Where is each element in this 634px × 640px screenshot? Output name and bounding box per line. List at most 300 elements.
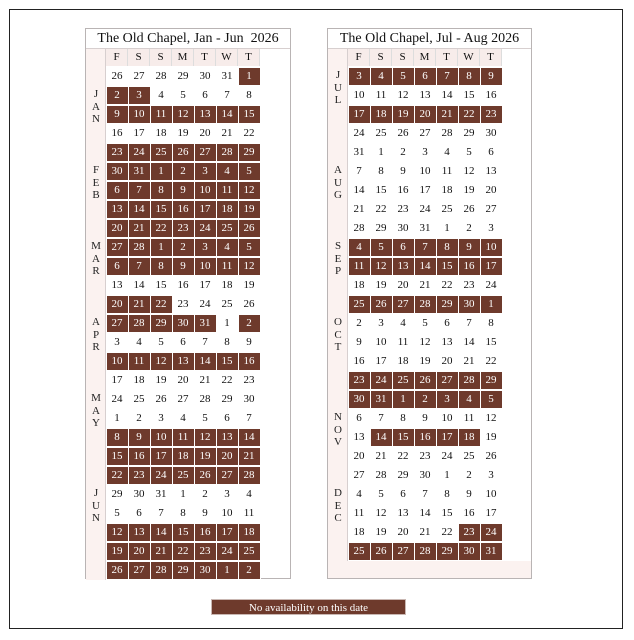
date-cell-unavailable[interactable]: 30 bbox=[173, 315, 194, 332]
date-cell-unavailable[interactable]: 25 bbox=[151, 144, 172, 161]
date-cell-unavailable[interactable]: 2 bbox=[415, 391, 436, 408]
date-cell-unavailable[interactable]: 5 bbox=[239, 163, 260, 180]
date-cell-unavailable[interactable]: 17 bbox=[481, 258, 502, 275]
date-cell-available[interactable]: 18 bbox=[217, 277, 238, 294]
date-cell-unavailable[interactable]: 4 bbox=[217, 163, 238, 180]
date-cell-unavailable[interactable]: 6 bbox=[107, 258, 128, 275]
date-cell-unavailable[interactable]: 3 bbox=[129, 87, 150, 104]
date-cell-available[interactable]: 22 bbox=[437, 524, 458, 541]
date-cell-available[interactable]: 23 bbox=[173, 296, 194, 313]
date-cell-unavailable[interactable]: 5 bbox=[393, 68, 414, 85]
date-cell-available[interactable]: 18 bbox=[393, 353, 414, 370]
date-cell-available[interactable]: 28 bbox=[195, 391, 216, 408]
date-cell-unavailable[interactable]: 3 bbox=[195, 163, 216, 180]
date-cell-unavailable[interactable]: 17 bbox=[217, 524, 238, 541]
date-cell-unavailable[interactable]: 9 bbox=[481, 68, 502, 85]
date-cell-unavailable[interactable]: 21 bbox=[129, 296, 150, 313]
date-cell-available[interactable]: 8 bbox=[371, 163, 392, 180]
date-cell-unavailable[interactable]: 12 bbox=[239, 182, 260, 199]
date-cell-unavailable[interactable]: 20 bbox=[415, 106, 436, 123]
date-cell-available[interactable]: 19 bbox=[415, 353, 436, 370]
date-cell-unavailable[interactable]: 28 bbox=[415, 296, 436, 313]
date-cell-unavailable[interactable]: 23 bbox=[349, 372, 370, 389]
date-cell-available[interactable]: 13 bbox=[481, 163, 502, 180]
date-cell-unavailable[interactable]: 28 bbox=[217, 144, 238, 161]
date-cell-available[interactable]: 6 bbox=[129, 505, 150, 522]
date-cell-unavailable[interactable]: 17 bbox=[151, 448, 172, 465]
date-cell-unavailable[interactable]: 12 bbox=[195, 429, 216, 446]
date-cell-available[interactable]: 14 bbox=[129, 277, 150, 294]
date-cell-unavailable[interactable]: 16 bbox=[129, 448, 150, 465]
date-cell-available[interactable]: 10 bbox=[415, 163, 436, 180]
date-cell-available[interactable]: 27 bbox=[349, 467, 370, 484]
date-cell-available[interactable]: 24 bbox=[107, 391, 128, 408]
date-cell-available[interactable]: 20 bbox=[393, 277, 414, 294]
date-cell-unavailable[interactable]: 24 bbox=[151, 467, 172, 484]
date-cell-available[interactable]: 31 bbox=[217, 68, 238, 85]
date-cell-available[interactable]: 14 bbox=[415, 505, 436, 522]
date-cell-unavailable[interactable]: 15 bbox=[393, 429, 414, 446]
date-cell-unavailable[interactable]: 23 bbox=[195, 543, 216, 560]
date-cell-available[interactable]: 15 bbox=[459, 87, 480, 104]
date-cell-available[interactable]: 1 bbox=[173, 486, 194, 503]
date-cell-unavailable[interactable]: 18 bbox=[239, 524, 260, 541]
date-cell-available[interactable]: 16 bbox=[349, 353, 370, 370]
date-cell-available[interactable]: 10 bbox=[217, 505, 238, 522]
date-cell-unavailable[interactable]: 22 bbox=[107, 467, 128, 484]
date-cell-available[interactable]: 1 bbox=[437, 220, 458, 237]
date-cell-unavailable[interactable]: 20 bbox=[129, 543, 150, 560]
date-cell-unavailable[interactable]: 14 bbox=[239, 429, 260, 446]
date-cell-available[interactable]: 7 bbox=[151, 505, 172, 522]
date-cell-available[interactable]: 15 bbox=[437, 505, 458, 522]
date-cell-unavailable[interactable]: 28 bbox=[459, 372, 480, 389]
date-cell-unavailable[interactable]: 9 bbox=[129, 429, 150, 446]
date-cell-available[interactable]: 20 bbox=[481, 182, 502, 199]
date-cell-available[interactable]: 20 bbox=[393, 524, 414, 541]
date-cell-unavailable[interactable]: 13 bbox=[107, 201, 128, 218]
date-cell-available[interactable]: 7 bbox=[195, 334, 216, 351]
date-cell-available[interactable]: 20 bbox=[349, 448, 370, 465]
date-cell-available[interactable]: 19 bbox=[371, 524, 392, 541]
date-cell-available[interactable]: 8 bbox=[217, 334, 238, 351]
date-cell-available[interactable]: 6 bbox=[217, 410, 238, 427]
date-cell-available[interactable]: 23 bbox=[415, 448, 436, 465]
date-cell-available[interactable]: 5 bbox=[151, 334, 172, 351]
date-cell-unavailable[interactable]: 14 bbox=[217, 106, 238, 123]
date-cell-unavailable[interactable]: 20 bbox=[107, 296, 128, 313]
date-cell-available[interactable]: 31 bbox=[415, 220, 436, 237]
date-cell-available[interactable]: 19 bbox=[459, 182, 480, 199]
date-cell-available[interactable]: 8 bbox=[239, 87, 260, 104]
date-cell-unavailable[interactable]: 24 bbox=[195, 220, 216, 237]
date-cell-unavailable[interactable]: 25 bbox=[349, 296, 370, 313]
date-cell-available[interactable]: 7 bbox=[371, 410, 392, 427]
date-cell-unavailable[interactable]: 24 bbox=[371, 372, 392, 389]
date-cell-unavailable[interactable]: 1 bbox=[217, 562, 238, 579]
date-cell-unavailable[interactable]: 19 bbox=[107, 543, 128, 560]
date-cell-available[interactable]: 21 bbox=[459, 353, 480, 370]
date-cell-available[interactable]: 3 bbox=[415, 144, 436, 161]
date-cell-unavailable[interactable]: 24 bbox=[481, 524, 502, 541]
date-cell-unavailable[interactable]: 23 bbox=[129, 467, 150, 484]
date-cell-available[interactable]: 6 bbox=[393, 486, 414, 503]
date-cell-available[interactable]: 7 bbox=[459, 315, 480, 332]
date-cell-available[interactable]: 3 bbox=[151, 410, 172, 427]
date-cell-available[interactable]: 21 bbox=[371, 448, 392, 465]
date-cell-unavailable[interactable]: 11 bbox=[151, 106, 172, 123]
date-cell-available[interactable]: 29 bbox=[393, 467, 414, 484]
date-cell-available[interactable]: 23 bbox=[239, 372, 260, 389]
date-cell-available[interactable]: 4 bbox=[393, 315, 414, 332]
date-cell-unavailable[interactable]: 31 bbox=[481, 543, 502, 560]
date-cell-unavailable[interactable]: 31 bbox=[129, 163, 150, 180]
date-cell-unavailable[interactable]: 13 bbox=[195, 106, 216, 123]
date-cell-unavailable[interactable]: 4 bbox=[459, 391, 480, 408]
date-cell-available[interactable]: 30 bbox=[481, 125, 502, 142]
date-cell-unavailable[interactable]: 23 bbox=[173, 220, 194, 237]
date-cell-unavailable[interactable]: 17 bbox=[195, 201, 216, 218]
date-cell-available[interactable]: 14 bbox=[349, 182, 370, 199]
date-cell-unavailable[interactable]: 11 bbox=[129, 353, 150, 370]
date-cell-unavailable[interactable]: 18 bbox=[371, 106, 392, 123]
date-cell-unavailable[interactable]: 10 bbox=[129, 106, 150, 123]
date-cell-available[interactable]: 16 bbox=[481, 87, 502, 104]
date-cell-unavailable[interactable]: 25 bbox=[393, 372, 414, 389]
date-cell-available[interactable]: 10 bbox=[481, 486, 502, 503]
date-cell-available[interactable]: 7 bbox=[217, 87, 238, 104]
date-cell-unavailable[interactable]: 29 bbox=[481, 372, 502, 389]
date-cell-available[interactable]: 30 bbox=[415, 467, 436, 484]
date-cell-available[interactable]: 9 bbox=[393, 163, 414, 180]
date-cell-available[interactable]: 25 bbox=[437, 201, 458, 218]
date-cell-unavailable[interactable]: 13 bbox=[129, 524, 150, 541]
date-cell-unavailable[interactable]: 1 bbox=[239, 68, 260, 85]
date-cell-unavailable[interactable]: 4 bbox=[349, 239, 370, 256]
date-cell-available[interactable]: 4 bbox=[239, 486, 260, 503]
date-cell-unavailable[interactable]: 7 bbox=[415, 239, 436, 256]
date-cell-available[interactable]: 17 bbox=[415, 182, 436, 199]
date-cell-unavailable[interactable]: 21 bbox=[129, 220, 150, 237]
date-cell-available[interactable]: 18 bbox=[151, 125, 172, 142]
date-cell-unavailable[interactable]: 2 bbox=[239, 562, 260, 579]
date-cell-available[interactable]: 22 bbox=[371, 201, 392, 218]
date-cell-unavailable[interactable]: 5 bbox=[371, 239, 392, 256]
date-cell-available[interactable]: 25 bbox=[129, 391, 150, 408]
date-cell-unavailable[interactable]: 12 bbox=[173, 106, 194, 123]
date-cell-available[interactable]: 4 bbox=[173, 410, 194, 427]
date-cell-unavailable[interactable]: 30 bbox=[459, 543, 480, 560]
date-cell-unavailable[interactable]: 14 bbox=[129, 201, 150, 218]
date-cell-unavailable[interactable]: 6 bbox=[393, 239, 414, 256]
date-cell-unavailable[interactable]: 12 bbox=[151, 353, 172, 370]
date-cell-available[interactable]: 19 bbox=[239, 277, 260, 294]
date-cell-available[interactable]: 30 bbox=[195, 68, 216, 85]
date-cell-unavailable[interactable]: 15 bbox=[107, 448, 128, 465]
date-cell-available[interactable]: 2 bbox=[129, 410, 150, 427]
date-cell-unavailable[interactable]: 28 bbox=[151, 562, 172, 579]
date-cell-unavailable[interactable]: 26 bbox=[107, 562, 128, 579]
date-cell-unavailable[interactable]: 11 bbox=[173, 429, 194, 446]
date-cell-available[interactable]: 8 bbox=[393, 410, 414, 427]
date-cell-unavailable[interactable]: 27 bbox=[217, 467, 238, 484]
date-cell-available[interactable]: 26 bbox=[393, 125, 414, 142]
date-cell-available[interactable]: 5 bbox=[371, 486, 392, 503]
date-cell-available[interactable]: 26 bbox=[239, 296, 260, 313]
date-cell-unavailable[interactable]: 27 bbox=[107, 239, 128, 256]
date-cell-available[interactable]: 29 bbox=[173, 68, 194, 85]
date-cell-unavailable[interactable]: 30 bbox=[107, 163, 128, 180]
date-cell-unavailable[interactable]: 10 bbox=[151, 429, 172, 446]
date-cell-available[interactable]: 11 bbox=[437, 163, 458, 180]
date-cell-available[interactable]: 11 bbox=[349, 505, 370, 522]
date-cell-available[interactable]: 19 bbox=[151, 372, 172, 389]
date-cell-unavailable[interactable]: 5 bbox=[239, 239, 260, 256]
date-cell-available[interactable]: 12 bbox=[393, 87, 414, 104]
date-cell-available[interactable]: 31 bbox=[151, 486, 172, 503]
date-cell-unavailable[interactable]: 4 bbox=[217, 239, 238, 256]
date-cell-unavailable[interactable]: 27 bbox=[393, 296, 414, 313]
date-cell-unavailable[interactable]: 15 bbox=[239, 106, 260, 123]
date-cell-available[interactable]: 13 bbox=[393, 505, 414, 522]
date-cell-available[interactable]: 27 bbox=[481, 201, 502, 218]
date-cell-available[interactable]: 8 bbox=[437, 486, 458, 503]
date-cell-unavailable[interactable]: 28 bbox=[129, 315, 150, 332]
date-cell-available[interactable]: 25 bbox=[217, 296, 238, 313]
date-cell-available[interactable]: 9 bbox=[195, 505, 216, 522]
date-cell-unavailable[interactable]: 17 bbox=[437, 429, 458, 446]
date-cell-unavailable[interactable]: 3 bbox=[437, 391, 458, 408]
date-cell-available[interactable]: 13 bbox=[107, 277, 128, 294]
date-cell-unavailable[interactable]: 8 bbox=[151, 258, 172, 275]
date-cell-unavailable[interactable]: 15 bbox=[151, 201, 172, 218]
date-cell-available[interactable]: 6 bbox=[437, 315, 458, 332]
date-cell-unavailable[interactable]: 24 bbox=[129, 144, 150, 161]
date-cell-available[interactable]: 5 bbox=[415, 315, 436, 332]
date-cell-available[interactable]: 26 bbox=[107, 68, 128, 85]
date-cell-available[interactable]: 5 bbox=[107, 505, 128, 522]
date-cell-available[interactable]: 4 bbox=[437, 144, 458, 161]
date-cell-available[interactable]: 14 bbox=[459, 334, 480, 351]
date-cell-available[interactable]: 22 bbox=[437, 277, 458, 294]
date-cell-available[interactable]: 18 bbox=[437, 182, 458, 199]
date-cell-available[interactable]: 3 bbox=[481, 220, 502, 237]
date-cell-available[interactable]: 17 bbox=[129, 125, 150, 142]
date-cell-unavailable[interactable]: 18 bbox=[217, 201, 238, 218]
date-cell-available[interactable]: 14 bbox=[437, 87, 458, 104]
date-cell-unavailable[interactable]: 13 bbox=[217, 429, 238, 446]
date-cell-available[interactable]: 21 bbox=[217, 125, 238, 142]
date-cell-unavailable[interactable]: 14 bbox=[151, 524, 172, 541]
date-cell-available[interactable]: 1 bbox=[107, 410, 128, 427]
date-cell-unavailable[interactable]: 27 bbox=[393, 543, 414, 560]
date-cell-available[interactable]: 21 bbox=[195, 372, 216, 389]
date-cell-unavailable[interactable]: 25 bbox=[217, 220, 238, 237]
date-cell-available[interactable]: 9 bbox=[349, 334, 370, 351]
date-cell-available[interactable]: 23 bbox=[393, 201, 414, 218]
date-cell-unavailable[interactable]: 29 bbox=[173, 562, 194, 579]
date-cell-available[interactable]: 8 bbox=[173, 505, 194, 522]
date-cell-available[interactable]: 20 bbox=[195, 125, 216, 142]
date-cell-available[interactable]: 24 bbox=[437, 448, 458, 465]
date-cell-available[interactable]: 22 bbox=[239, 125, 260, 142]
date-cell-available[interactable]: 24 bbox=[195, 296, 216, 313]
date-cell-unavailable[interactable]: 28 bbox=[415, 543, 436, 560]
date-cell-unavailable[interactable]: 8 bbox=[459, 68, 480, 85]
date-cell-unavailable[interactable]: 8 bbox=[437, 239, 458, 256]
date-cell-available[interactable]: 26 bbox=[151, 391, 172, 408]
date-cell-unavailable[interactable]: 11 bbox=[217, 182, 238, 199]
date-cell-unavailable[interactable]: 15 bbox=[173, 524, 194, 541]
date-cell-unavailable[interactable]: 20 bbox=[217, 448, 238, 465]
date-cell-available[interactable]: 18 bbox=[129, 372, 150, 389]
date-cell-unavailable[interactable]: 25 bbox=[239, 543, 260, 560]
date-cell-available[interactable]: 18 bbox=[349, 524, 370, 541]
date-cell-available[interactable]: 22 bbox=[481, 353, 502, 370]
date-cell-available[interactable]: 17 bbox=[195, 277, 216, 294]
date-cell-available[interactable]: 21 bbox=[349, 201, 370, 218]
date-cell-available[interactable]: 25 bbox=[459, 448, 480, 465]
date-cell-available[interactable]: 19 bbox=[173, 125, 194, 142]
date-cell-unavailable[interactable]: 31 bbox=[371, 391, 392, 408]
date-cell-unavailable[interactable]: 12 bbox=[239, 258, 260, 275]
date-cell-unavailable[interactable]: 3 bbox=[349, 68, 370, 85]
date-cell-unavailable[interactable]: 24 bbox=[217, 543, 238, 560]
date-cell-available[interactable]: 4 bbox=[129, 334, 150, 351]
date-cell-available[interactable]: 4 bbox=[349, 486, 370, 503]
date-cell-available[interactable]: 2 bbox=[459, 220, 480, 237]
date-cell-available[interactable]: 13 bbox=[437, 334, 458, 351]
date-cell-unavailable[interactable]: 9 bbox=[459, 239, 480, 256]
date-cell-unavailable[interactable]: 16 bbox=[415, 429, 436, 446]
date-cell-available[interactable]: 3 bbox=[217, 486, 238, 503]
date-cell-unavailable[interactable]: 21 bbox=[151, 543, 172, 560]
date-cell-available[interactable]: 30 bbox=[129, 486, 150, 503]
date-cell-unavailable[interactable]: 1 bbox=[393, 391, 414, 408]
date-cell-available[interactable]: 15 bbox=[481, 334, 502, 351]
date-cell-unavailable[interactable]: 27 bbox=[437, 372, 458, 389]
date-cell-unavailable[interactable]: 1 bbox=[481, 296, 502, 313]
date-cell-available[interactable]: 5 bbox=[173, 87, 194, 104]
date-cell-unavailable[interactable]: 2 bbox=[173, 163, 194, 180]
date-cell-unavailable[interactable]: 20 bbox=[107, 220, 128, 237]
date-cell-unavailable[interactable]: 23 bbox=[107, 144, 128, 161]
date-cell-available[interactable]: 27 bbox=[129, 68, 150, 85]
date-cell-available[interactable]: 8 bbox=[481, 315, 502, 332]
date-cell-unavailable[interactable]: 10 bbox=[481, 239, 502, 256]
date-cell-unavailable[interactable]: 23 bbox=[459, 524, 480, 541]
date-cell-unavailable[interactable]: 14 bbox=[371, 429, 392, 446]
date-cell-unavailable[interactable]: 14 bbox=[415, 258, 436, 275]
date-cell-available[interactable]: 10 bbox=[349, 87, 370, 104]
date-cell-available[interactable]: 2 bbox=[459, 467, 480, 484]
date-cell-unavailable[interactable]: 5 bbox=[481, 391, 502, 408]
date-cell-available[interactable]: 17 bbox=[107, 372, 128, 389]
date-cell-available[interactable]: 5 bbox=[459, 144, 480, 161]
date-cell-available[interactable]: 11 bbox=[239, 505, 260, 522]
date-cell-available[interactable]: 29 bbox=[371, 220, 392, 237]
date-cell-unavailable[interactable]: 18 bbox=[173, 448, 194, 465]
date-cell-available[interactable]: 12 bbox=[481, 410, 502, 427]
date-cell-unavailable[interactable]: 12 bbox=[371, 258, 392, 275]
date-cell-unavailable[interactable]: 22 bbox=[173, 543, 194, 560]
date-cell-unavailable[interactable]: 16 bbox=[173, 201, 194, 218]
date-cell-unavailable[interactable]: 31 bbox=[195, 315, 216, 332]
date-cell-unavailable[interactable]: 29 bbox=[437, 543, 458, 560]
date-cell-available[interactable]: 1 bbox=[217, 315, 238, 332]
date-cell-unavailable[interactable]: 29 bbox=[239, 144, 260, 161]
date-cell-available[interactable]: 6 bbox=[195, 87, 216, 104]
date-cell-unavailable[interactable]: 6 bbox=[107, 182, 128, 199]
date-cell-available[interactable]: 28 bbox=[151, 68, 172, 85]
date-cell-unavailable[interactable]: 28 bbox=[239, 467, 260, 484]
date-cell-unavailable[interactable]: 16 bbox=[459, 258, 480, 275]
date-cell-available[interactable]: 9 bbox=[459, 486, 480, 503]
date-cell-available[interactable]: 12 bbox=[459, 163, 480, 180]
date-cell-available[interactable]: 22 bbox=[393, 448, 414, 465]
date-cell-unavailable[interactable]: 27 bbox=[107, 315, 128, 332]
date-cell-unavailable[interactable]: 29 bbox=[437, 296, 458, 313]
date-cell-available[interactable]: 20 bbox=[173, 372, 194, 389]
date-cell-unavailable[interactable]: 26 bbox=[173, 144, 194, 161]
date-cell-unavailable[interactable]: 9 bbox=[173, 182, 194, 199]
date-cell-available[interactable]: 19 bbox=[371, 277, 392, 294]
date-cell-available[interactable]: 31 bbox=[349, 144, 370, 161]
date-cell-unavailable[interactable]: 26 bbox=[371, 296, 392, 313]
date-cell-available[interactable]: 13 bbox=[349, 429, 370, 446]
date-cell-unavailable[interactable]: 21 bbox=[239, 448, 260, 465]
date-cell-available[interactable]: 6 bbox=[173, 334, 194, 351]
date-cell-available[interactable]: 3 bbox=[481, 467, 502, 484]
date-cell-unavailable[interactable]: 18 bbox=[459, 429, 480, 446]
date-cell-available[interactable]: 27 bbox=[173, 391, 194, 408]
date-cell-unavailable[interactable]: 10 bbox=[195, 258, 216, 275]
date-cell-unavailable[interactable]: 2 bbox=[239, 315, 260, 332]
date-cell-available[interactable]: 30 bbox=[239, 391, 260, 408]
date-cell-unavailable[interactable]: 21 bbox=[437, 106, 458, 123]
date-cell-available[interactable]: 16 bbox=[459, 505, 480, 522]
date-cell-unavailable[interactable]: 25 bbox=[173, 467, 194, 484]
date-cell-available[interactable]: 10 bbox=[437, 410, 458, 427]
date-cell-unavailable[interactable]: 2 bbox=[173, 239, 194, 256]
date-cell-unavailable[interactable]: 1 bbox=[151, 163, 172, 180]
date-cell-available[interactable]: 18 bbox=[349, 277, 370, 294]
date-cell-unavailable[interactable]: 30 bbox=[195, 562, 216, 579]
date-cell-unavailable[interactable]: 1 bbox=[151, 239, 172, 256]
date-cell-available[interactable]: 7 bbox=[239, 410, 260, 427]
date-cell-available[interactable]: 26 bbox=[481, 448, 502, 465]
date-cell-unavailable[interactable]: 19 bbox=[195, 448, 216, 465]
date-cell-unavailable[interactable]: 30 bbox=[349, 391, 370, 408]
date-cell-unavailable[interactable]: 8 bbox=[151, 182, 172, 199]
date-cell-unavailable[interactable]: 26 bbox=[371, 543, 392, 560]
date-cell-available[interactable]: 11 bbox=[459, 410, 480, 427]
date-cell-available[interactable]: 29 bbox=[217, 391, 238, 408]
date-cell-unavailable[interactable]: 27 bbox=[195, 144, 216, 161]
date-cell-unavailable[interactable]: 12 bbox=[107, 524, 128, 541]
date-cell-unavailable[interactable]: 28 bbox=[129, 239, 150, 256]
date-cell-unavailable[interactable]: 26 bbox=[415, 372, 436, 389]
date-cell-unavailable[interactable]: 25 bbox=[349, 543, 370, 560]
date-cell-available[interactable]: 2 bbox=[349, 315, 370, 332]
date-cell-available[interactable]: 1 bbox=[371, 144, 392, 161]
date-cell-available[interactable]: 21 bbox=[415, 277, 436, 294]
date-cell-unavailable[interactable]: 7 bbox=[437, 68, 458, 85]
date-cell-available[interactable]: 28 bbox=[437, 125, 458, 142]
date-cell-available[interactable]: 3 bbox=[107, 334, 128, 351]
date-cell-available[interactable]: 16 bbox=[107, 125, 128, 142]
date-cell-available[interactable]: 15 bbox=[371, 182, 392, 199]
